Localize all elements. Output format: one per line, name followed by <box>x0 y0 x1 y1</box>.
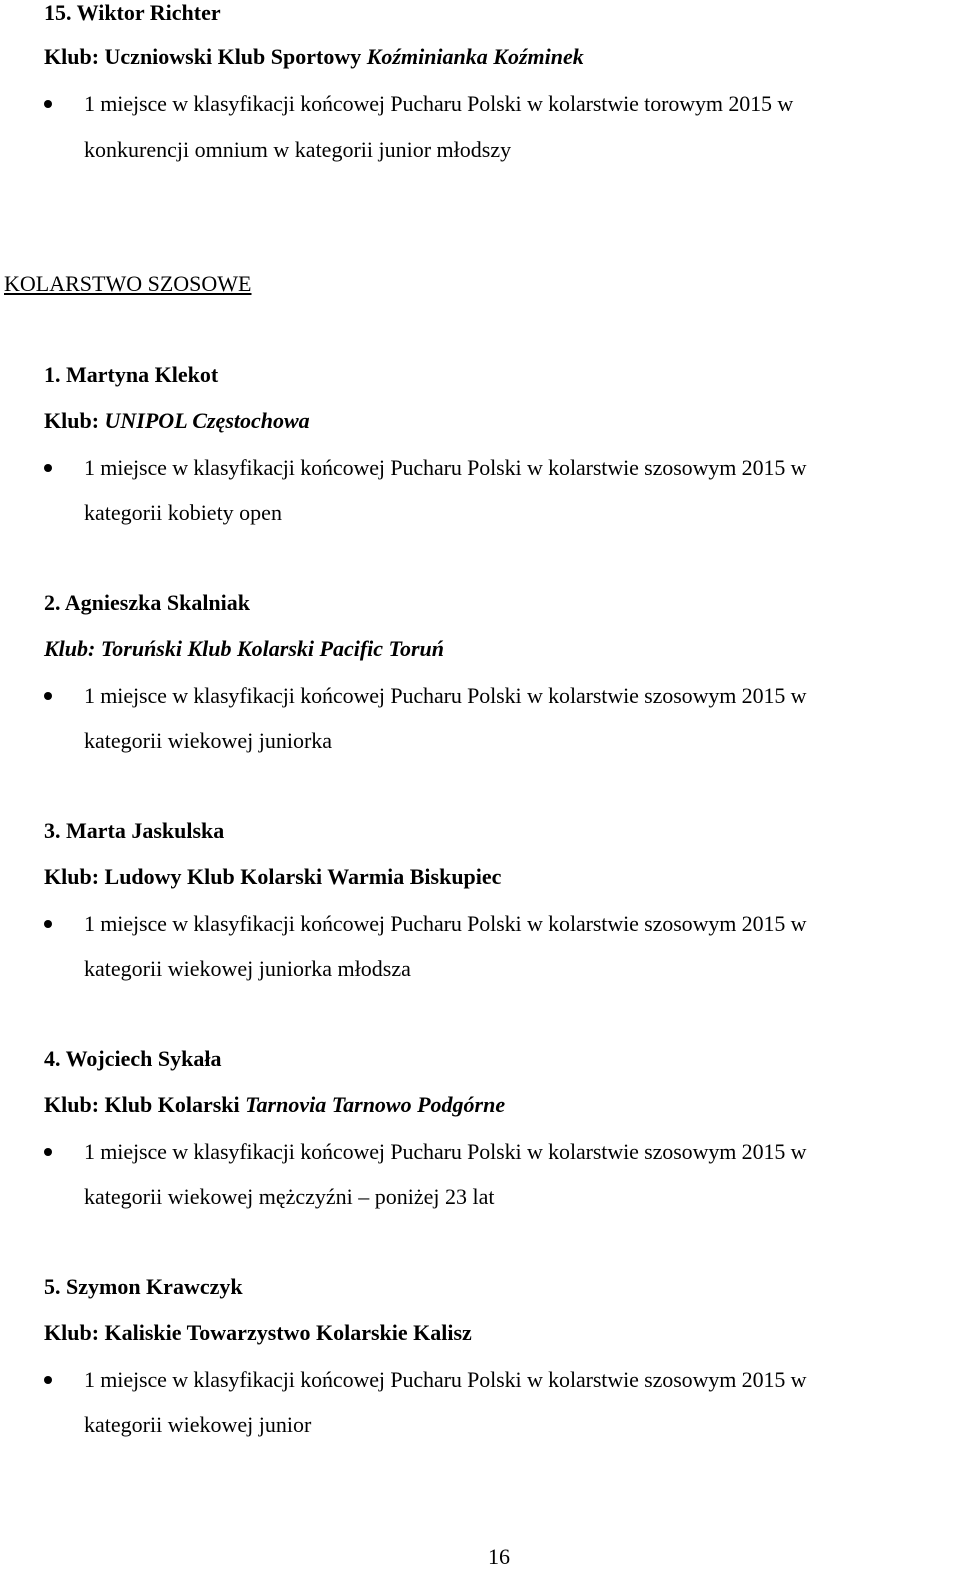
bullet-icon <box>44 100 52 108</box>
athlete-name: 2. Agnieszka Skalniak <box>44 590 251 615</box>
achievement-line: 1 miejsce w klasyfikacji końcowej Pucharu Polski w kolarstwie szosowym 2015 w <box>84 911 807 936</box>
bullet-icon <box>44 1148 52 1156</box>
club-line: Klub: Toruński Klub Kolarski Pacific Toruń <box>44 636 444 661</box>
club-name-italic: Tarnovia Tarnowo Podgórne <box>245 1092 506 1117</box>
club-line <box>44 44 584 70</box>
club-prefix: Klub: <box>44 408 105 433</box>
achievement-line: 1 miejsce w klasyfikacji końcowej Pucharu Polski w kolarstwie szosowym 2015 w <box>84 1139 807 1164</box>
bullet-icon <box>44 920 52 928</box>
achievement-line: kategorii wiekowej junior <box>84 1412 312 1437</box>
achievement-line: kategorii wiekowej juniorka młodsza <box>84 956 411 981</box>
club-line <box>44 1092 505 1118</box>
achievement-line: 1 miejsce w klasyfikacji końcowej Pucharu Polski w kolarstwie szosowym 2015 w <box>84 455 807 480</box>
athlete-name: 1. Martyna Klekot <box>44 362 219 387</box>
athlete-name: 4. Wojciech Sykała <box>44 1046 222 1071</box>
achievement-line: kategorii wiekowej juniorka <box>84 728 333 753</box>
bullet-icon <box>44 464 52 472</box>
bullet-icon <box>44 692 52 700</box>
club-line: Klub: Kaliskie Towarzystwo Kolarskie Kalisz <box>44 1320 472 1345</box>
club-prefix: Klub: Uczniowski Klub Sportowy <box>44 44 367 69</box>
athlete-name: 15. Wiktor Richter <box>44 0 221 25</box>
achievement-line: kategorii kobiety open <box>84 500 282 525</box>
achievement-line: 1 miejsce w klasyfikacji końcowej Pucharu Polski w kolarstwie szosowym 2015 w <box>84 1367 807 1392</box>
section-title: KOLARSTWO SZOSOWE <box>4 271 252 296</box>
club-line: Klub: Ludowy Klub Kolarski Warmia Biskupiec <box>44 864 502 889</box>
achievement-line: 1 miejsce w klasyfikacji końcowej Pucharu Polski w kolarstwie torowym 2015 w <box>84 91 794 116</box>
achievement-line: kategorii wiekowej mężczyźni – poniżej 23 lat <box>84 1184 495 1209</box>
athlete-name: 5. Szymon Krawczyk <box>44 1274 243 1299</box>
club-name-italic: UNIPOL Częstochowa <box>104 408 310 433</box>
athlete-name: 3. Marta Jaskulska <box>44 818 225 843</box>
page-number: 16 <box>488 1544 510 1569</box>
club-name-italic: Koźminianka Koźminek <box>366 44 584 69</box>
club-prefix: Klub: Klub Kolarski <box>44 1092 246 1117</box>
achievement-line: konkurencji omnium w kategorii junior młodszy <box>84 137 512 162</box>
club-line <box>44 408 310 434</box>
achievement-line: 1 miejsce w klasyfikacji końcowej Pucharu Polski w kolarstwie szosowym 2015 w <box>84 683 807 708</box>
bullet-icon <box>44 1376 52 1384</box>
